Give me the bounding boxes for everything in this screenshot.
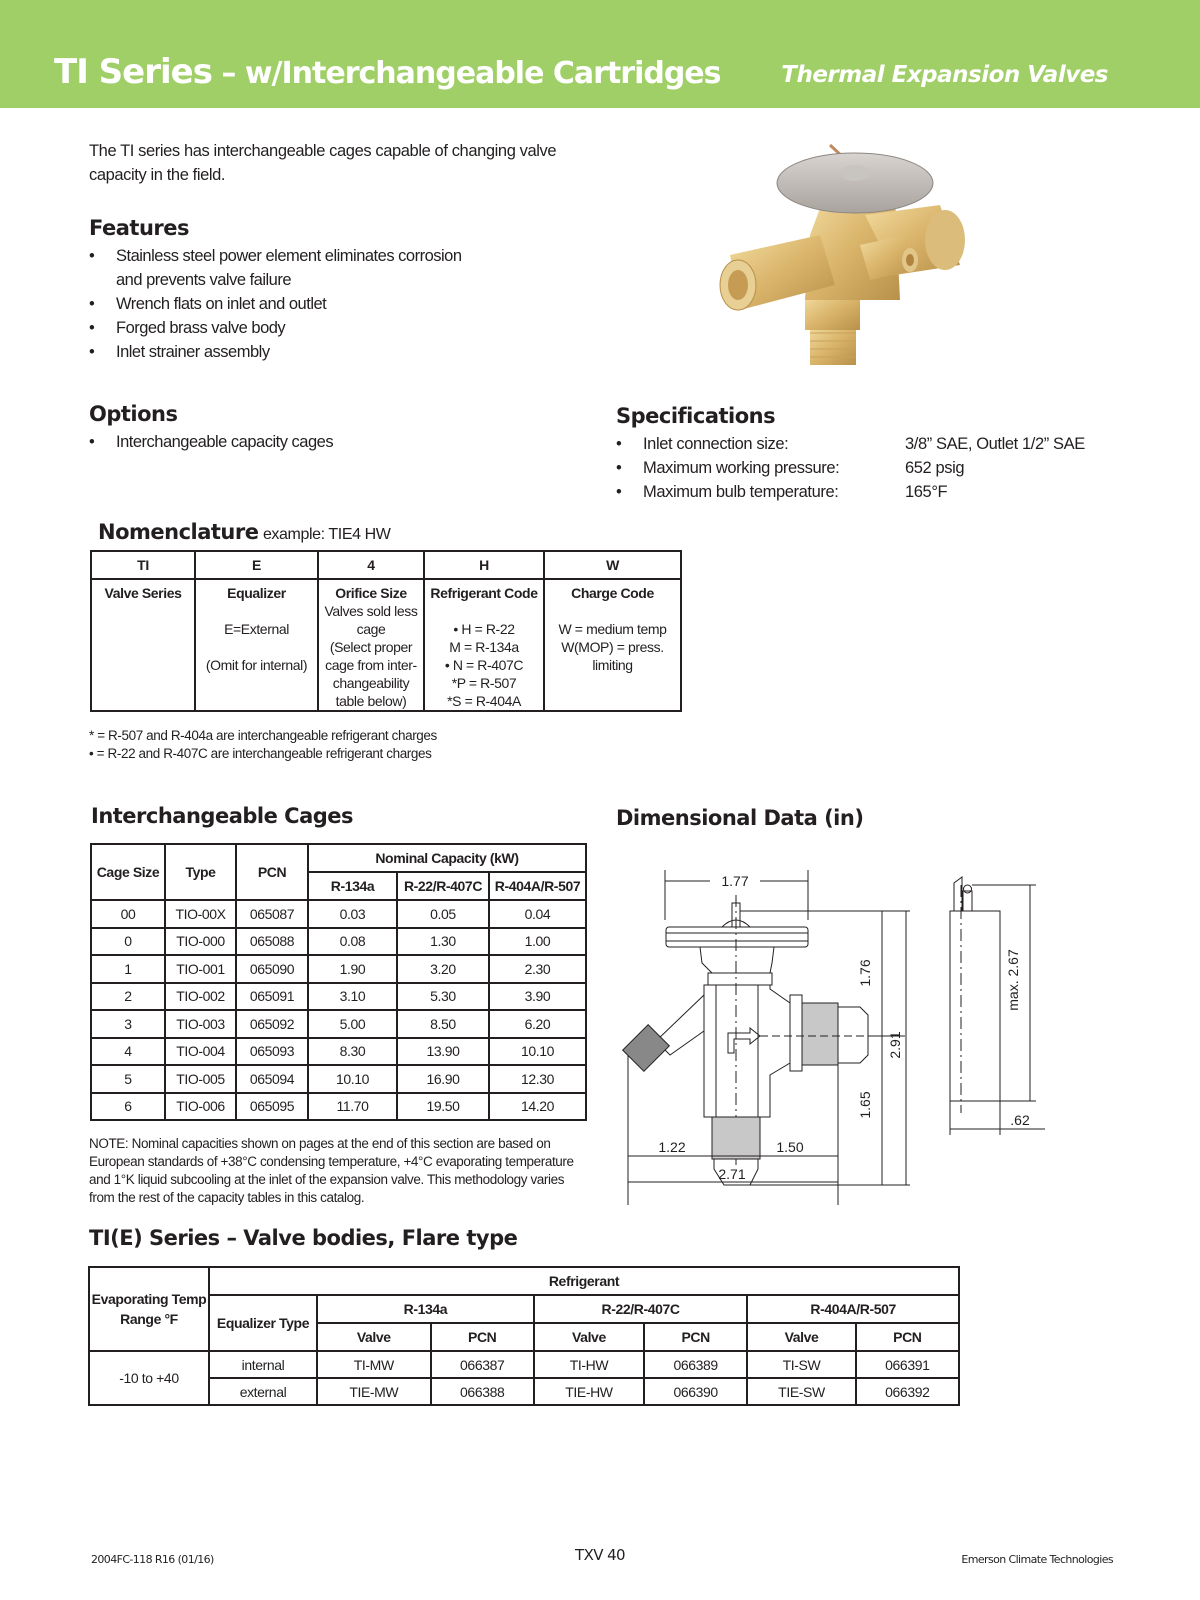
spec-value: 3/8” SAE, Outlet 1/2” SAE (905, 435, 1085, 453)
category-title: Thermal Expansion Valves (781, 62, 1108, 88)
table-cell: 066390 (644, 1378, 747, 1405)
table-cell: 19.50 (397, 1093, 489, 1121)
table-cell: 0.05 (397, 900, 489, 928)
footer-company: Emerson Climate Technologies (961, 1553, 1113, 1566)
col-line (545, 602, 680, 620)
title-main: TI Series (54, 52, 212, 92)
feature-item: • Stainless steel power element eliminates corrosion and prevents valve failure (89, 244, 489, 292)
col-header: R-22/R-407C (534, 1295, 747, 1323)
col-line: cage (356, 621, 386, 637)
table-cell: 5 (91, 1065, 165, 1093)
bulb (950, 911, 1000, 1101)
table-cell: 3.90 (489, 983, 586, 1011)
col-line: M = R-134a (449, 639, 519, 655)
col-line: cage from inter- (325, 657, 417, 673)
table-cell: 0.04 (489, 900, 586, 928)
spec-label: Inlet connection size: (643, 435, 789, 453)
nomenclature-col (195, 579, 318, 711)
table-cell: external (209, 1378, 317, 1405)
table-cell: 8.30 (308, 1038, 397, 1066)
col-heading: Charge Code (571, 585, 654, 601)
table-cell: 11.70 (308, 1093, 397, 1121)
footnote: • = R-22 and R-407C are interchangeable refrigerant charges (89, 746, 432, 761)
table-cell: 0.08 (308, 928, 397, 956)
strainer-mesh (623, 1025, 670, 1072)
table-row (91, 928, 586, 956)
col-header: PCN (236, 844, 308, 900)
col-header: Refrigerant (209, 1267, 959, 1295)
table-cell: 5.30 (397, 983, 489, 1011)
table-cell: 14.20 (489, 1093, 586, 1121)
code-cell: TI (91, 551, 195, 579)
spec-row: • Inlet connection size: 3/8” SAE, Outlet 1/2” SAE (616, 432, 1085, 456)
table-cell: TIE-MW (317, 1378, 431, 1405)
table-cell: 066392 (856, 1378, 959, 1405)
options-heading: Options (89, 402, 178, 426)
page-title (54, 52, 721, 92)
table-cell: TIE-HW (534, 1378, 644, 1405)
dimensional-heading: Dimensional Data (in) (616, 806, 864, 830)
col-line: changeability (332, 675, 410, 691)
col-line: • N = R-407C (444, 657, 524, 673)
col-line: W = medium temp (558, 621, 667, 637)
spec-row: • Maximum working pressure: 652 psig (616, 456, 1085, 480)
table-cell: 0 (91, 928, 165, 956)
spec-label: Maximum working pressure: (643, 459, 840, 477)
nomenclature-col (318, 579, 424, 711)
table-cell: TIO-000 (165, 928, 236, 956)
table-cell: 10.10 (308, 1065, 397, 1093)
table-cell: 065087 (236, 900, 308, 928)
title-dash: – (211, 56, 245, 91)
col-header: Nominal Capacity (kW) (308, 844, 586, 872)
dim-label-total-height: 2.91 (887, 1031, 903, 1059)
col-line (425, 602, 543, 620)
nomenclature-col (424, 579, 544, 711)
table-cell: internal (209, 1351, 317, 1378)
table-cell: TIO-002 (165, 983, 236, 1011)
intro-line: The TI series has interchangeable cages capable of changing valve (89, 142, 557, 160)
col-line: W(MOP) = press. (561, 639, 664, 655)
table-cell: 065090 (236, 955, 308, 983)
table-cell: 3 (91, 1010, 165, 1038)
col-heading: Valve Series (104, 585, 182, 601)
footer-doc-code: 2004FC-118 R16 (01/16) (91, 1553, 214, 1566)
flare-heading: TI(E) Series – Valve bodies, Flare type (89, 1226, 518, 1250)
table-cell: 00 (91, 900, 165, 928)
spec-row: • Maximum bulb temperature: 165°F (616, 480, 1085, 504)
table-cell: TIO-003 (165, 1010, 236, 1038)
feature-item: • Forged brass valve body (89, 316, 509, 340)
footer-page-number: TXV 40 (575, 1546, 625, 1564)
table-cell: TIE-SW (747, 1378, 855, 1405)
dim-label-left-width: 1.22 (658, 1139, 686, 1155)
table-cell: 065092 (236, 1010, 308, 1038)
table-cell: 16.90 (397, 1065, 489, 1093)
dim-label-bulb-height: max. 2.67 (1005, 949, 1021, 1011)
valve-product-photo (710, 135, 990, 375)
code-cell: 4 (318, 551, 424, 579)
dim-label-total-width: 2.71 (718, 1166, 746, 1182)
table-cell: 0.03 (308, 900, 397, 928)
col-heading: Refrigerant Code (430, 585, 538, 601)
table-row (91, 983, 586, 1011)
code-cell: W (544, 551, 681, 579)
col-header: PCN (644, 1323, 747, 1351)
table-cell: 065093 (236, 1038, 308, 1066)
temp-range-cell: -10 to +40 (89, 1351, 209, 1405)
features-list (89, 244, 509, 364)
col-line: *P = R-507 (451, 675, 517, 691)
table-cell: 4 (91, 1038, 165, 1066)
footnote: * = R-507 and R-404a are interchangeable refrigerant charges (89, 728, 437, 743)
col-header: Equalizer Type (209, 1295, 317, 1351)
specifications-list (616, 432, 1085, 504)
col-header: R-22/R-407C (397, 872, 489, 900)
table-cell: 066389 (644, 1351, 747, 1378)
cages-table (90, 843, 587, 1121)
col-heading: Equalizer (227, 585, 286, 601)
table-cell: 2 (91, 983, 165, 1011)
outlet-thread (802, 1003, 838, 1065)
valve-body (704, 985, 790, 1117)
title-sub: w/Interchangeable Cartridges (244, 56, 721, 91)
table-cell: TIO-00X (165, 900, 236, 928)
intro-line: capacity in the field. (89, 166, 226, 184)
col-header: Evaporating Temp Range °F (89, 1267, 209, 1351)
cages-heading: Interchangeable Cages (91, 804, 354, 828)
table-cell: 6 (91, 1093, 165, 1121)
col-heading: Orifice Size (335, 585, 407, 601)
col-line: table below) (335, 693, 407, 709)
intro-text (89, 139, 556, 187)
dim-label-lower-height: 1.65 (857, 1091, 873, 1119)
table-cell: 3.10 (308, 983, 397, 1011)
col-header: Cage Size (91, 844, 165, 900)
table-cell: 065095 (236, 1093, 308, 1121)
table-row (91, 1010, 586, 1038)
col-line: E=External (224, 621, 289, 637)
table-cell: TIO-005 (165, 1065, 236, 1093)
col-header: Valve (534, 1323, 644, 1351)
table-cell: 065088 (236, 928, 308, 956)
outlet-nut (790, 995, 802, 1071)
options-list (89, 430, 333, 454)
col-line: (Select proper (329, 639, 413, 655)
code-cell: H (424, 551, 544, 579)
table-row (91, 955, 586, 983)
valve-diaphragm (666, 927, 808, 947)
dim-label-top-width: 1.77 (721, 873, 749, 889)
code-cell: E (195, 551, 318, 579)
table-cell: TI-SW (747, 1351, 855, 1378)
feature-item: • Inlet strainer assembly (89, 340, 509, 364)
col-line: *S = R-404A (447, 693, 521, 709)
table-cell: 1 (91, 955, 165, 983)
dim-label-right-width: 1.50 (776, 1139, 804, 1155)
col-line (196, 602, 317, 620)
table-cell: 2.30 (489, 955, 586, 983)
table-row (91, 1038, 586, 1066)
col-line: (Omit for internal) (205, 657, 308, 673)
nomenclature-example: example: TIE4 HW (262, 526, 391, 543)
nomenclature-col (544, 579, 681, 711)
col-header: R-404A/R-507 (489, 872, 586, 900)
table-row (91, 1065, 586, 1093)
spec-label: Maximum bulb temperature: (643, 483, 839, 501)
col-header: R-134a (308, 872, 397, 900)
header-banner (0, 0, 1200, 108)
spec-value: 165°F (905, 483, 948, 501)
nomenclature-table (90, 550, 682, 712)
spec-value: 652 psig (905, 459, 965, 477)
table-row (89, 1351, 959, 1378)
col-line (196, 638, 317, 656)
option-item: • Interchangeable capacity cages (89, 430, 333, 454)
features-heading: Features (89, 216, 189, 240)
table-cell: 3.20 (397, 955, 489, 983)
table-cell: 1.90 (308, 955, 397, 983)
dimensional-drawing (620, 855, 1050, 1205)
flow-arrow (728, 1028, 760, 1053)
table-cell: TI-MW (317, 1351, 431, 1378)
nomenclature-footnotes (89, 727, 437, 763)
table-cell: 066388 (431, 1378, 534, 1405)
table-cell: 066387 (431, 1351, 534, 1378)
col-line: limiting (592, 657, 633, 673)
table-cell: 8.50 (397, 1010, 489, 1038)
nomenclature-col (91, 579, 195, 711)
table-cell: 1.00 (489, 928, 586, 956)
nomenclature-title: Nomenclature (98, 520, 259, 544)
col-line: • H = R-22 (453, 621, 515, 637)
col-header: Type (165, 844, 236, 900)
col-header: Valve (747, 1323, 855, 1351)
cages-note: NOTE: Nominal capacities shown on pages at the end of this section are based on European standards of +38°C condensing temperature, +4°C evaporating temperature and 1°K liquid subcooling at the inlet of the expansion valve. This methodology varies from the rest of the capacity tables in this catalog. (89, 1136, 574, 1205)
col-header: Valve (317, 1323, 431, 1351)
col-header: PCN (856, 1323, 959, 1351)
table-cell: 065094 (236, 1065, 308, 1093)
dim-label-bulb-width: .62 (1010, 1112, 1030, 1128)
table-row (91, 1093, 586, 1121)
table-cell: 12.30 (489, 1065, 586, 1093)
col-line: Valves sold less (324, 603, 418, 619)
table-cell: 065091 (236, 983, 308, 1011)
table-cell: TI-HW (534, 1351, 644, 1378)
table-row (91, 900, 586, 928)
flare-table (88, 1266, 960, 1406)
specifications-heading: Specifications (616, 404, 776, 428)
nomenclature-heading (98, 520, 391, 544)
col-header: R-134a (317, 1295, 534, 1323)
feature-item: • Wrench flats on inlet and outlet (89, 292, 509, 316)
inlet-thread (712, 1117, 760, 1159)
table-cell: TIO-001 (165, 955, 236, 983)
table-cell: TIO-006 (165, 1093, 236, 1121)
dim-label-upper-height: 1.76 (857, 959, 873, 987)
table-row (89, 1378, 959, 1405)
table-cell: 6.20 (489, 1010, 586, 1038)
table-cell: 1.30 (397, 928, 489, 956)
table-cell: 5.00 (308, 1010, 397, 1038)
col-header: PCN (431, 1323, 534, 1351)
table-cell: 13.90 (397, 1038, 489, 1066)
table-cell: TIO-004 (165, 1038, 236, 1066)
table-cell: 066391 (856, 1351, 959, 1378)
table-cell: 10.10 (489, 1038, 586, 1066)
col-header: R-404A/R-507 (747, 1295, 959, 1323)
